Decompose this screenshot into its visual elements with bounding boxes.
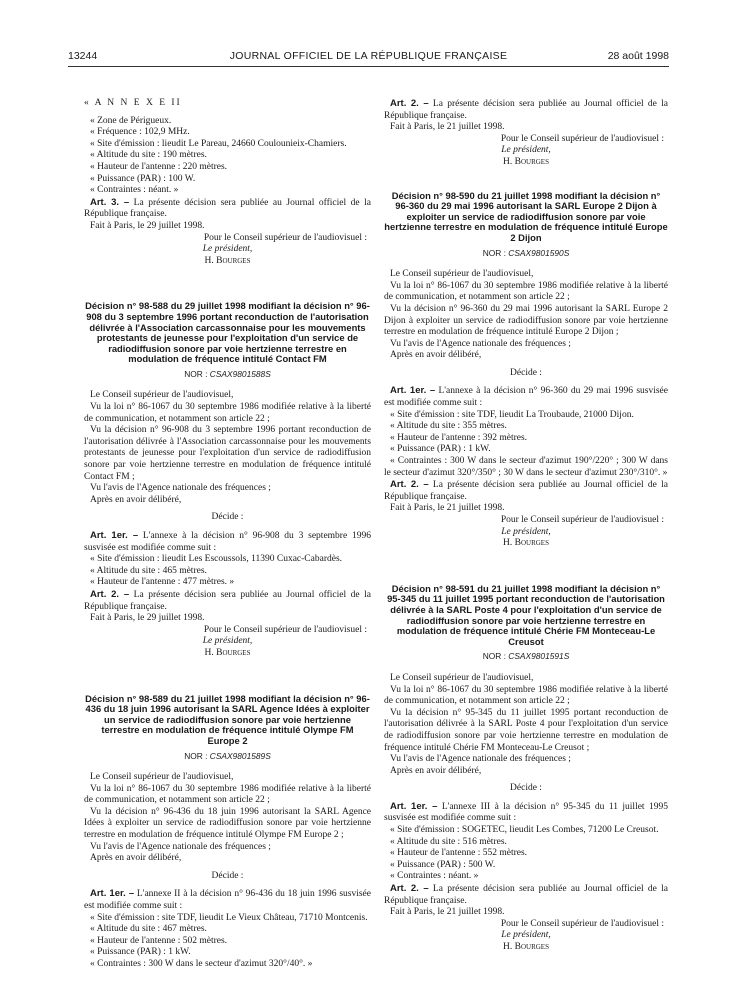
paragraph: Après en avoir délibéré, xyxy=(90,494,182,505)
list-item: « Site d'émission : site TDF, lieudit La Troubaude, 21000 Dijon. xyxy=(390,409,634,420)
paragraph: Le Conseil supérieur de l'audiovisuel, xyxy=(90,772,234,783)
list-item: « Hauteur de l'antenne : 502 mètres. xyxy=(90,935,228,946)
list-item: « Site d'émission : lieudit Les Escoussols, 11390 Cuxac-Cabardès. xyxy=(90,554,343,565)
paragraph: Après en avoir délibéré, xyxy=(390,765,482,776)
signature-line: Pour le Conseil supérieur de l'audiovisuel : xyxy=(500,918,664,929)
article-paragraph xyxy=(84,589,371,613)
journal-title: JOURNAL OFFICIEL DE LA RÉPUBLIQUE FRANÇAISE xyxy=(229,50,508,62)
list-item: « Hauteur de l'antenne : 552 mètres. xyxy=(390,848,528,859)
list-item: « Contraintes : 300 W dans le secteur d'azimut 190°/220° ; 300 W dans le secteur d'azimut 320°/350° ; 30 W dans le secteur d'azimut 230°/310°. » xyxy=(384,456,668,478)
article-label: Art. 2. – xyxy=(390,98,429,109)
article-paragraph xyxy=(384,883,668,907)
list-item: « Fréquence : 102,9 MHz. xyxy=(90,127,190,138)
signature-name: H. Bourges xyxy=(503,942,549,952)
nor-reference: NOR : CSAX9801588S xyxy=(184,368,271,379)
article-label: Art. 1er. – xyxy=(390,385,436,397)
nor-reference: NOR : CSAX9801591S xyxy=(482,651,570,662)
right-column xyxy=(384,98,668,954)
fait-line: Fait à Paris, le 29 juillet 1998. xyxy=(90,613,205,624)
signature-line: Pour le Conseil supérieur de l'audiovisuel : xyxy=(500,515,664,525)
signature-role: Le président, xyxy=(501,145,551,156)
header-rule xyxy=(68,66,669,67)
list-item: « Site d'émission : lieudit Le Pareau, 24660 Coulounieix-Chamiers. xyxy=(90,138,347,149)
list-item: « Zone de Périgueux. xyxy=(90,115,172,126)
nor-reference: NOR : CSAX9801590S xyxy=(482,247,570,258)
article-text: L'annexe à la décision n° 96-908 du 3 septembre 1996 susvisée est modifiée comme suit : xyxy=(84,531,371,553)
decision-title: Décision n° 98-590 du 21 juillet 1998 modifiant la décision n° 96-360 du 29 mai 1996 autorisant la SARL Europe 2 Dijon à exploiter un service de radiodiffusion sonore par voie hertzienne terrestre en modulation de fréquence intitulé Europe 2 Dijon xyxy=(384,189,668,243)
list-item: « Altitude du site : 465 mètres. xyxy=(90,565,207,576)
article-text: La présente décision sera publiée au Journal officiel de la République française. xyxy=(384,480,668,502)
article-paragraph xyxy=(84,197,371,221)
paragraph: Après en avoir délibéré, xyxy=(390,350,482,361)
article-text: La présente décision sera publiée au Journal officiel de la République française. xyxy=(84,197,371,220)
signature-role: Le président, xyxy=(202,244,253,255)
signature-role: Le président, xyxy=(202,636,253,647)
article-label: Art. 2. – xyxy=(90,588,130,600)
decide-heading: Décide : xyxy=(211,512,244,523)
paragraph: Vu la décision n° 96-908 du 3 septembre 1996 portant reconduction de l'autorisation délivrée à l'Association carcassonnaise pour les mouvements protestants de jeunesse pour l'exploitation d'un service de radiodiffusion sonore par voie hertzienne terrestre en modulation de fréquence intitulé Contact FM ; xyxy=(84,425,371,482)
article-text: La présente décision sera publiée au Journal officiel de la République française. xyxy=(384,884,668,906)
paragraph: Vu la décision n° 96-360 du 29 mai 1996 autorisant la SARL Europe 2 Dijon à exploiter un service de radiodiffusion sonore par voie hertzienne terrestre en modulation de fréquence intitulé Europe 2 Dijon ; xyxy=(384,303,668,338)
article-label: Art. 1er. – xyxy=(390,800,438,812)
list-item: « Contraintes : 300 W dans le secteur d'azimut 320°/40°. » xyxy=(90,959,313,969)
fait-line: Fait à Paris, le 21 juillet 1998. xyxy=(390,122,505,133)
article-paragraph xyxy=(384,801,668,825)
article-paragraph xyxy=(84,888,371,912)
decision-title: Décision n° 98-591 du 21 juillet 1998 modifiant la décision n° 95-345 du 11 juillet 1995 portant reconduction de l'autorisation délivrée à la SARL Poste 4 pour l'exploitation d'un service de radiodiffusion sonore par voie hertzienne terrestre en modulation de fréquence intitulé Chérie FM Monteceau-Le Creusot xyxy=(387,582,665,647)
decision-title: Décision n° 98-588 du 29 juillet 1998 modifiant la décision n° 96-908 du 3 septembre 1996 portant reconduction de l'autorisation délivrée à l'Association carcassonnaise pour les mouvements protestants de jeunesse pour l'exploitation d'un service de radiodiffusion sonore par voie hertzienne terrestre en modulation de fréquence intitulé Contact FM xyxy=(85,300,370,365)
article-label: Art. 1er. – xyxy=(90,888,135,900)
paragraph: Le Conseil supérieur de l'audiovisuel, xyxy=(90,390,234,401)
paragraph: Vu la loi n° 86-1067 du 30 septembre 1986 modifiée relative à la liberté de communication, et notamment son article 22 ; xyxy=(384,280,668,303)
list-item: « Altitude du site : 355 mètres. xyxy=(390,421,507,432)
list-item: « Puissance (PAR) : 1 kW. xyxy=(390,444,491,455)
list-item: « Site d'émission : SOGETEC, lieudit Les Combes, 71200 Le Creusot. xyxy=(390,825,659,836)
issue-date: 28 août 1998 xyxy=(607,50,669,62)
list-item: « Contraintes : néant. » xyxy=(390,871,479,882)
signature-name: H. Bourges xyxy=(204,647,251,658)
list-item: « Contraintes : néant. » xyxy=(90,185,179,196)
list-item: « Hauteur de l'antenne : 220 mètres. xyxy=(90,161,228,172)
paragraph: Vu la loi n° 86-1067 du 30 septembre 1986 modifiée relative à la liberté de communication, et notamment son article 22 ; xyxy=(384,684,668,707)
left-column xyxy=(84,98,371,971)
list-item: « Altitude du site : 467 mètres. xyxy=(90,924,207,935)
list-item: « Altitude du site : 190 mètres. xyxy=(90,150,207,161)
paragraph: Vu l'avis de l'Agence nationale des fréquences ; xyxy=(90,483,271,494)
article-text: L'annexe III à la décision n° 95-345 du 11 juillet 1995 susvisée est modifiée comme suit : xyxy=(384,801,668,824)
list-item: « Puissance (PAR) : 100 W. xyxy=(90,173,196,184)
article-paragraph xyxy=(384,98,668,122)
decide-heading: Décide : xyxy=(211,870,244,881)
article-label: Art. 2. – xyxy=(390,479,429,491)
paragraph: Le Conseil supérieur de l'audiovisuel, xyxy=(390,269,534,280)
signature-role: Le président, xyxy=(501,930,551,941)
paragraph: Vu la loi n° 86-1067 du 30 septembre 1986 modifiée relative à la liberté de communication, et notamment son article 22 ; xyxy=(84,402,371,424)
paragraph: Vu la décision n° 95-345 du 11 juillet 1995 portant reconduction de l'autorisation délivrée à la SARL Poste 4 pour l'exploitation d'un service de radiodiffusion sonore par voie hertzienne terrestre en modulation de fréquence intitulé Chérie FM Monteceau-Le Creusot ; xyxy=(384,707,668,753)
article-paragraph xyxy=(384,385,668,409)
list-item: « Site d'émission : site TDF, lieudit Le Vieux Château, 71710 Montcenis. xyxy=(90,912,368,923)
signature-role: Le président, xyxy=(501,526,551,537)
article-text: L'annexe II à la décision n° 96-436 du 18 juin 1996 susvisée est modifiée comme suit : xyxy=(84,889,371,912)
fait-line: Fait à Paris, le 21 juillet 1998. xyxy=(390,503,505,514)
list-item: « Puissance (PAR) : 1 kW. xyxy=(90,947,191,958)
article-paragraph xyxy=(84,530,371,554)
article-text: La présente décision sera publiée au Journal officiel de la République française. xyxy=(84,589,371,612)
signature-name: H. Bourges xyxy=(204,255,251,266)
signature-name: H. Bourges xyxy=(503,156,549,167)
decide-heading: Décide : xyxy=(510,367,542,378)
list-item: « Hauteur de l'antenne : 392 mètres. xyxy=(390,432,528,443)
annexe-title: « A N N E X E II xyxy=(84,98,182,108)
paragraph: Vu l'avis de l'Agence nationale des fréquences ; xyxy=(90,841,271,852)
article-text: La présente décision sera publiée au Journal officiel de la République française. xyxy=(384,99,668,121)
paragraph: Vu l'avis de l'Agence nationale des fréquences ; xyxy=(390,754,571,765)
article-label: Art. 3. – xyxy=(90,196,130,208)
decision-title: Décision n° 98-589 du 21 juillet 1998 modifiant la décision n° 96-436 du 18 juin 1996 autorisant la SARL Agence Idées à exploiter un service de radiodiffusion sonore par voie hertzienne terrestre en modulation de fréquence intitulé Olympe FM Europe 2 xyxy=(85,692,370,746)
annexe-list xyxy=(84,116,371,197)
signature-name: H. Bourges xyxy=(503,538,549,549)
article-paragraph xyxy=(384,479,668,503)
signature-line: Pour le Conseil supérieur de l'audiovisuel : xyxy=(203,232,367,243)
paragraph: Vu l'avis de l'Agence nationale des fréquences ; xyxy=(390,338,571,349)
paragraph: Le Conseil supérieur de l'audiovisuel, xyxy=(390,672,534,683)
article-label: Art. 2. – xyxy=(390,883,429,895)
nor-reference: NOR : CSAX9801589S xyxy=(184,750,271,761)
page-header xyxy=(68,50,669,66)
paragraph: Vu la loi n° 86-1067 du 30 septembre 1986 modifiée relative à la liberté de communication, et notamment son article 22 ; xyxy=(84,783,371,806)
page-number: 13244 xyxy=(68,50,98,62)
fait-line: Fait à Paris, le 29 juillet 1998. xyxy=(90,220,205,231)
signature-line: Pour le Conseil supérieur de l'audiovisuel : xyxy=(500,133,664,144)
article-label: Art. 1er. – xyxy=(90,530,139,541)
signature-line: Pour le Conseil supérieur de l'audiovisuel : xyxy=(203,624,367,635)
list-item: « Puissance (PAR) : 500 W. xyxy=(390,859,496,870)
paragraph: Après en avoir délibéré, xyxy=(90,853,182,864)
paragraph: Vu la décision n° 96-436 du 18 juin 1996 autorisant la SARL Agence Idées à exploiter un service de radiodiffusion sonore par voie hertzienne terrestre en modulation de fréquence intitulé Olympe FM Europe 2 ; xyxy=(84,806,371,841)
fait-line: Fait à Paris, le 21 juillet 1998. xyxy=(390,907,505,918)
decide-heading: Décide : xyxy=(510,783,542,794)
article-text: L'annexe à la décision n° 96-360 du 29 mai 1996 susvisée est modifiée comme suit : xyxy=(384,386,668,409)
list-item: « Altitude du site : 516 mètres. xyxy=(390,836,507,847)
list-item: « Hauteur de l'antenne : 477 mètres. » xyxy=(90,577,235,588)
